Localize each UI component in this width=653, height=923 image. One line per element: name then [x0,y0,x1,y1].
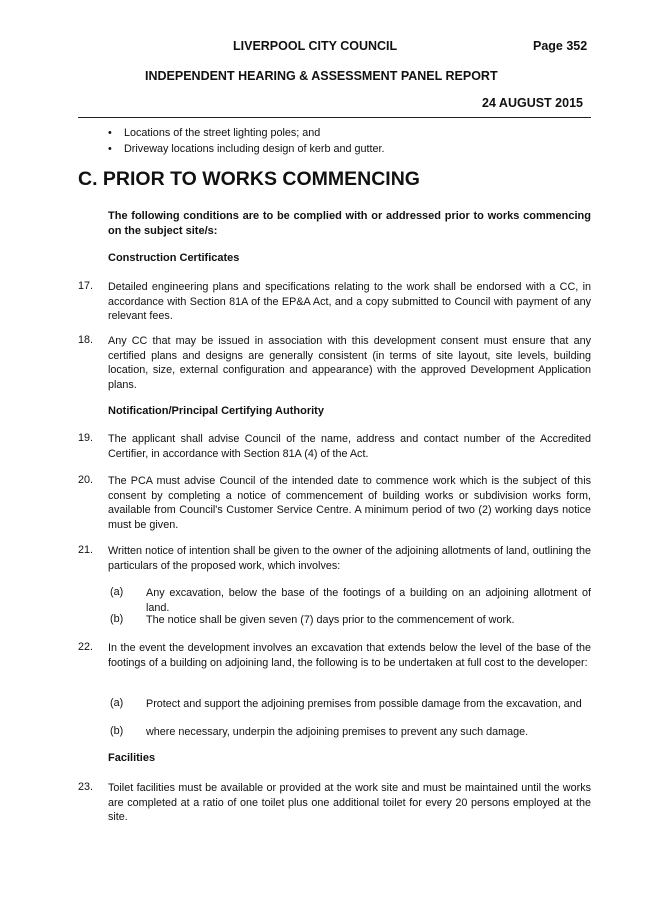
condition-21b-text: The notice shall be given seven (7) days prior to the commencement of work. [146,614,515,626]
report-title: INDEPENDENT HEARING & ASSESSMENT PANEL REPORT [145,69,498,83]
header-divider [78,117,591,118]
condition-23-text: Toilet facilities must be available or provided at the work site and must be maintained until the works are completed at a ratio of one toilet plus one additional toilet for every 20 persons employed at the site. [108,782,591,824]
page-number: Page 352 [533,39,588,53]
subclause-label: (b) [110,725,124,737]
subheading-construction: Construction Certificates [108,252,240,264]
council-name: LIVERPOOL CITY COUNCIL [233,39,398,53]
subclause-label: (b) [110,613,124,625]
condition-18-text: Any CC that may be issued in association with this development consent must ensure that any certified plans and designs are generally consistent (in terms of site layout, site levels, building location, size, external configuration and appearance) with the approved Development Application plans. [108,335,591,392]
condition-number: 22. [78,641,94,653]
condition-number: 20. [78,474,94,486]
condition-22a-text: Protect and support the adjoining premises from possible damage from the excavation, and [146,698,582,710]
condition-17-text: Detailed engineering plans and specifications relating to the work shall be endorsed with a CC, in accordance with Section 81A of the EP&A Act, and a copy submitted to Council with payment of any relevant fees. [108,281,591,323]
section-intro: The following conditions are to be complied with or addressed prior to works commencing on the subject site/s: [108,210,591,237]
subclause-label: (a) [110,586,124,598]
condition-number: 17. [78,280,94,292]
condition-number: 23. [78,781,94,793]
condition-21-text: Written notice of intention shall be given to the owner of the adjoining allotments of land, outlining the particulars of the proposed work, which involves: [108,545,591,572]
condition-number: 18. [78,334,94,346]
section-title: C. PRIOR TO WORKS COMMENCING [78,168,420,190]
list-item: • Locations of the street lighting poles; and [108,127,321,139]
condition-number: 19. [78,432,94,444]
list-item: • Driveway locations including design of kerb and gutter. [108,143,385,155]
condition-21a-text: Any excavation, below the base of the footings of a building on an adjoining allotment of land. [146,587,591,614]
condition-20-text: The PCA must advise Council of the intended date to commence work which is the subject of this consent by completing a notice of commencement of building works or subdivision works form, available from Council's Customer Service Centre. A minimum period of two (2) working days notice must be given. [108,475,591,532]
bullet-list [108,125,591,157]
report-date: 24 AUGUST 2015 [482,96,583,110]
condition-19-text: The applicant shall advise Council of the name, address and contact number of the Accredited Certifier, in accordance with Section 81A (4) of the Act. [108,433,591,460]
subheading-facilities: Facilities [108,752,156,764]
bullet-icon: • [108,127,112,139]
condition-22-text: In the event the development involves an excavation that extends below the level of the base of the footings of a building on adjoining land, the following is to be undertaken at full cost to the developer: [108,642,591,669]
subclause-label: (a) [110,697,124,709]
condition-number: 21. [78,544,94,556]
condition-22b-text: where necessary, underpin the adjoining premises to prevent any such damage. [146,726,529,738]
bullet-icon: • [108,143,112,155]
subheading-notification: Notification/Principal Certifying Authority [108,405,324,417]
